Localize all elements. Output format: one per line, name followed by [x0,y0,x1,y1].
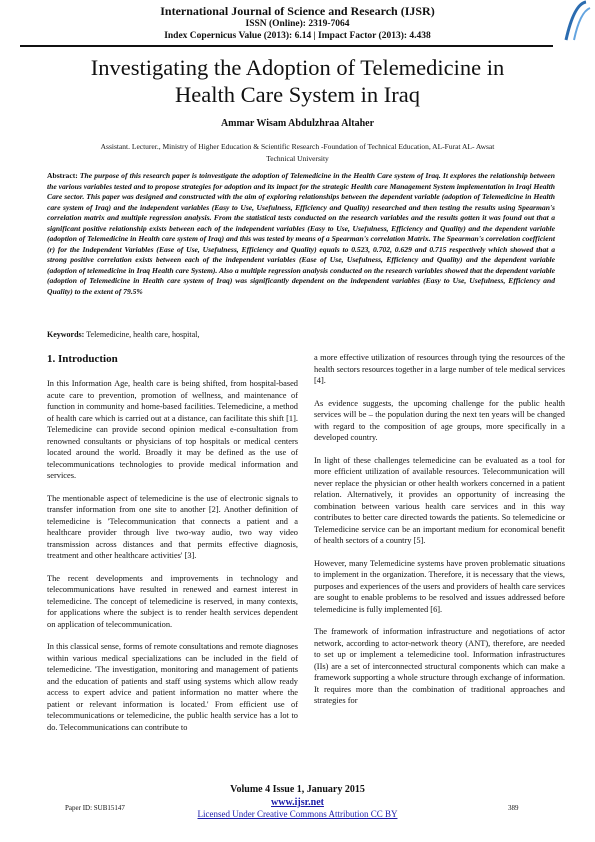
keywords-label: Keywords: [47,330,85,339]
footer-url-link[interactable]: www.ijsr.net [271,797,324,808]
abstract [47,171,555,297]
affiliation-line-2: Technical University [266,154,329,163]
footer-license-link[interactable]: Licensed Under Creative Commons Attribution CC BY [197,809,398,819]
author: Ammar Wisam Abdulzhraa Altaher [220,118,375,129]
paragraph: The mentionable aspect of telemedicine is the use of electronic signals to transfer information from one site to another [2]. Another definition of telemedicine is 'Telecommunication that connects a patient and a healthcare provider through live two-way audio, two way video transmission across distances and that permits effective diagnosis, treatment and other healthcare activities' [3]. [47,493,298,560]
index-impact: Index Copernicus Value (2013): 6.14 | Impact Factor (2013): 4.438 [164,31,431,41]
keywords-text: Telemedicine, health care, hospital, [86,330,200,339]
affiliation-line-1: Assistant. Lecturer., Ministry of Higher Education & Scientific Research -Foundation of Technical Education, AL-Furat AL- Awsat [100,142,495,151]
abstract-label: Abstract: [47,171,78,180]
paper-id: Paper ID: SUB15147 [65,804,125,812]
keywords [47,330,555,339]
journal-logo-icon [556,0,592,44]
journal-name: International Journal of Science and Research (IJSR) [160,4,435,18]
paragraph: The recent developments and improvements in technology and telecommunications have resulted in renewed and earnest interest in telemedicine. The concept of telemedicine is reserved, in many contexts, for applications where the subject is to render health services dependent on application of telecommunication. [47,573,298,629]
paragraph: a more effective utilization of resources through tying the resources of the health sectors resources together in a large number of tele medical services [4]. [314,353,565,385]
title-line-2: Health Care System in Iraq [175,82,420,107]
paragraph: The framework of information infrastructure and negotiations of actor network, according to actor-network theory (ANT), therefore, are needed to set up or implement a telemedicine tool. Information infrastructures (IIs) are a set of interconnected structural components which can make a framework supporting a whole structure through exchange of information. It requires more than the combination of traditional approaches and strategies for [314,627,565,705]
paper-title [40,54,555,108]
issn: ISSN (Online): 2319-7064 [245,19,350,29]
affiliation [40,141,555,165]
paragraph: In this Information Age, health care is being shifted, from hospital-based acute care to prevention, promotion of wellness, and maintenance of function in community and home-based facilities. Telemedicine, a method of health care which is carried out at a distance, can facilitate this shift [1]. Telemedicine can provide second opinion medical e-consultation from renowned consultants or physicians of top hospitals or medical centers located around the world. Broadly it may be defined as the use of telecommunications technologies to provide medical information and services. [47,379,298,480]
page-number: 389 [508,804,519,812]
paragraph: However, many Telemedicine systems have proven problematic situations to implement in the organization. Therefore, it is necessary that the views, purposes and experiences of the users and providers of health care services are sought to enable problems to be resolved and issues addressed before telemedicine is fully implemented [6]. [314,558,565,614]
section-heading: 1. Introduction [47,353,118,365]
paragraph: In light of these challenges telemedicine can be evaluated as a tool for more efficient utilization of available resources. Telecommunication will never replace the physician or other health workers concerned in a patient relation. Alternatively, it provides an opportunity of increasing the combination between various health care services and in this way contributes to better care directed towards the patients. So telemedicine or Telemedicine service can be an important medium for economical benefit of health sectors of a country [5]. [314,455,565,545]
abstract-text: The purpose of this research paper is toinvestigate the adoption of Telemedicine in the Health Care system of Iraq. It explores the relationship between the various variables tested and to propose strategies for adoption and its impact for the strategic Health care Management System implementation in Iraqi Health Care sector. This paper was designed and constructed with the aim of exploring relationships between the dependent variable (adoption of Telemedicine in Health care system of Iraq) and the independent variables (Easy to Use, Usefulness, Efficiency and Quality) researched and then testing the results using Spearman's correlation matrix and multiple regression analysis. From the statistical tests conducted on the research variables and the results gotten it was found out that a significant positive relationship exists between each of the independent variables (Easy to Use, Usefulness, Efficiency and Quality) and the dependent variable (adoption of Telemedicine in Health care system of Iraq) and this was tested by means of a Spearman's correlation Matrix. The Spearman's correlation coefficient (r) for the Independent Variables (Ease of Use, Usefulness, Efficiency and Quality) equals to 0.523, 0.702, 0.629 and 0.715 respectively which showed that a strong positive correlation exists between each of the independent variables (Ease of Use, Usefulness, Efficiency and Quality) and the dependent variable (adoption of telemedicine in Iraq Health care System). Also a multiple regression analysis conducted on the research variables showed that the dependent variable (adoption of Telemedicine in Health care system of Iraq) was significantly dependent on the independent variables (Easy to Use, Usefulness, Efficiency and Quality) to the extent of 79.5% [47,171,556,296]
title-line-1: Investigating the Adoption of Telemedicine in [90,55,505,80]
right-column [314,352,565,718]
paragraph: In this classical sense, forms of remote consultations and remote diagnoses within various medical specializations can be included in the field of telemedicine. 'The investigation, monitoring and management of patients and the education of patients and staff using systems which allow ready access to expert advice and patient information no matter where the patient or relevant information is located.' From efficient use of telecommunications or telemedicine, the public health service has a lot to do. Telecommunications can contribute to [47,642,298,732]
left-column [47,378,298,744]
paragraph: As evidence suggests, the upcoming challenge for the public health services will be – the population during the next ten years will be changed with regard to the composition of age groups, more specifically in a developed country. [314,398,565,442]
footer-volume: Volume 4 Issue 1, January 2015 [230,784,365,795]
header-rule [20,45,553,47]
